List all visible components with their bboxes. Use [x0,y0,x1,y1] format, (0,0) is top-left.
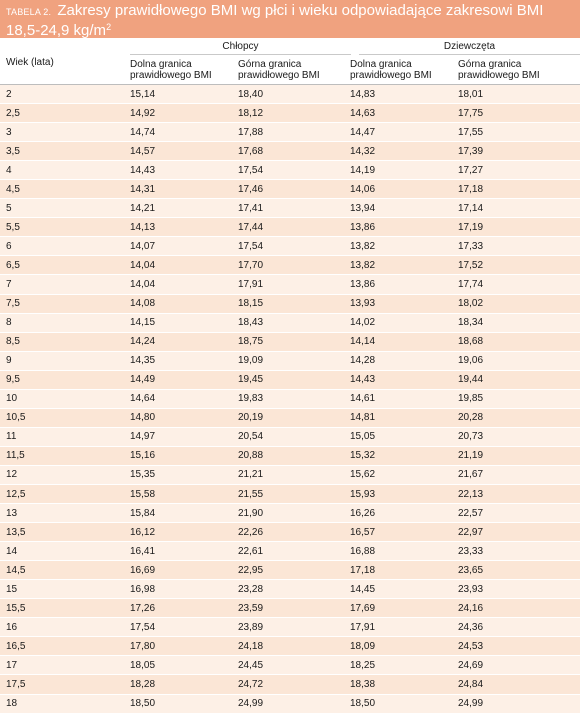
boys-high-cell: 17,54 [238,240,264,252]
boys-low-cell: 16,69 [130,564,156,576]
age-cell: 10 [6,393,18,405]
age-cell: 9,5 [6,374,20,386]
boys-high-cell: 17,91 [238,278,264,290]
table-row [0,275,580,294]
boys-high-cell: 19,09 [238,355,264,367]
age-cell: 11 [6,431,17,443]
girls-high-cell: 24,53 [458,640,484,652]
table-row [0,352,580,371]
boys-high-cell: 23,28 [238,583,264,595]
boys-high-cell: 17,68 [238,145,264,157]
table-row [0,314,580,333]
girls-low-cell: 14,06 [350,183,376,195]
table-row [0,637,580,656]
girls-high-cell: 18,68 [458,336,484,348]
boys-high-cell: 24,18 [238,640,264,652]
girls-low-cell: 16,26 [350,507,376,519]
girls-high-cell: 19,06 [458,355,484,367]
group-header-row [0,38,580,57]
table-number: TABELA 2. [6,7,52,17]
age-cell: 16 [6,621,18,633]
boys-low-cell: 15,35 [130,469,156,481]
group-header-boys: Chłopcy [130,41,351,55]
boys-low-cell: 14,43 [130,164,156,176]
table-row [0,675,580,694]
girls-low-cell: 15,62 [350,469,376,481]
boys-high-cell: 24,45 [238,659,264,671]
boys-high-cell: 20,88 [238,450,264,462]
girls-high-cell: 24,99 [458,698,484,710]
boys-high-cell: 17,54 [238,164,264,176]
table-row [0,599,580,618]
age-cell: 3 [6,126,12,138]
girls-high-cell: 20,28 [458,412,484,424]
boys-low-cell: 16,98 [130,583,156,595]
boys-low-cell: 14,31 [130,183,156,195]
boys-high-cell: 23,89 [238,621,264,633]
girls-high-cell: 17,33 [458,240,484,252]
boys-low-cell: 15,16 [130,450,156,462]
girls-high-cell: 23,65 [458,564,484,576]
age-cell: 17 [6,659,18,671]
age-cell: 15 [6,583,18,595]
girls-high-cell: 17,18 [458,183,484,195]
girls-high-cell: 18,01 [458,88,484,100]
age-cell: 3,5 [6,145,20,157]
boys-high-cell: 20,19 [238,412,264,424]
table-row [0,256,580,275]
table-row [0,161,580,180]
girls-low-cell: 14,02 [350,317,376,329]
table-row [0,104,580,123]
boys-low-cell: 16,41 [130,545,156,557]
girls-high-cell: 24,36 [458,621,484,633]
boys-high-cell: 24,72 [238,678,264,690]
age-cell: 13,5 [6,526,26,538]
boys-low-cell: 14,04 [130,259,156,271]
age-cell: 5 [6,202,12,214]
age-cell: 2,5 [6,107,20,119]
boys-low-cell: 14,24 [130,336,156,348]
boys-high-cell: 18,75 [238,336,264,348]
age-cell: 8 [6,317,12,329]
boys-low-cell: 14,57 [130,145,156,157]
girls-high-cell: 17,14 [458,202,484,214]
girls-low-cell: 13,86 [350,278,376,290]
girls-low-cell: 17,91 [350,621,376,633]
girls-low-cell: 15,32 [350,450,376,462]
column-header-girls-low: Dolna granica prawidłowego BMI [350,59,432,81]
table-row [0,561,580,580]
girls-high-cell: 19,44 [458,374,484,386]
table-title: Zakresy prawidłowego BMI wg płci i wieku odpowiadające zakresowi BMI 18,5-24,9 kg/m [6,2,544,39]
boys-high-cell: 18,15 [238,298,264,310]
girls-low-cell: 15,93 [350,488,376,500]
girls-low-cell: 14,14 [350,336,376,348]
age-cell: 16,5 [6,640,26,652]
girls-high-cell: 22,97 [458,526,484,538]
age-cell: 11,5 [6,450,25,462]
table-row [0,542,580,561]
boys-low-cell: 14,13 [130,221,156,233]
boys-low-cell: 14,35 [130,355,156,367]
boys-low-cell: 14,74 [130,126,156,138]
table-row [0,333,580,352]
girls-low-cell: 18,50 [350,698,376,710]
table-row [0,447,580,466]
boys-low-cell: 15,84 [130,507,156,519]
table-row [0,618,580,637]
girls-high-cell: 19,85 [458,393,484,405]
girls-high-cell: 23,93 [458,583,484,595]
boys-low-cell: 18,28 [130,678,156,690]
table-title-line2: u dorosłych [6,37,83,54]
age-cell: 12,5 [6,488,26,500]
boys-high-cell: 17,44 [238,221,264,233]
girls-low-cell: 14,83 [350,88,376,100]
boys-low-cell: 14,97 [130,431,156,443]
column-header-age: Wiek (lata) [6,57,54,68]
girls-high-cell: 18,02 [458,298,484,310]
table-row [0,523,580,542]
table-row [0,218,580,237]
table-row [0,656,580,675]
girls-low-cell: 14,61 [350,393,376,405]
girls-low-cell: 16,57 [350,526,376,538]
boys-low-cell: 14,08 [130,298,156,310]
girls-low-cell: 14,28 [350,355,376,367]
boys-low-cell: 17,26 [130,602,156,614]
table-row [0,428,580,447]
girls-low-cell: 18,38 [350,678,376,690]
boys-high-cell: 19,83 [238,393,264,405]
boys-low-cell: 14,15 [130,317,156,329]
age-cell: 4 [6,164,12,176]
boys-high-cell: 23,59 [238,602,264,614]
girls-high-cell: 23,33 [458,545,484,557]
age-cell: 14,5 [6,564,26,576]
boys-high-cell: 18,12 [238,107,264,119]
boys-high-cell: 22,26 [238,526,264,538]
girls-high-cell: 20,73 [458,431,484,443]
girls-high-cell: 21,19 [458,450,484,462]
girls-low-cell: 14,47 [350,126,376,138]
boys-high-cell: 18,43 [238,317,264,329]
girls-high-cell: 17,27 [458,164,484,176]
girls-high-cell: 17,19 [458,221,484,233]
girls-low-cell: 14,63 [350,107,376,119]
girls-high-cell: 22,13 [458,488,484,500]
girls-high-cell: 17,39 [458,145,484,157]
table-row [0,485,580,504]
age-cell: 8,5 [6,336,20,348]
girls-low-cell: 14,81 [350,412,376,424]
boys-high-cell: 22,61 [238,545,264,557]
age-cell: 7,5 [6,298,20,310]
girls-high-cell: 18,34 [458,317,484,329]
boys-low-cell: 18,05 [130,659,156,671]
girls-high-cell: 24,69 [458,659,484,671]
age-cell: 14 [6,545,18,557]
age-cell: 18 [6,698,18,710]
girls-low-cell: 14,45 [350,583,376,595]
column-header-row [0,57,580,85]
age-cell: 7 [6,278,12,290]
girls-high-cell: 17,55 [458,126,484,138]
girls-high-cell: 24,84 [458,678,484,690]
boys-low-cell: 14,92 [130,107,156,119]
table-row [0,695,580,714]
table-row [0,409,580,428]
girls-low-cell: 15,05 [350,431,376,443]
age-cell: 13 [6,507,18,519]
boys-low-cell: 14,64 [130,393,156,405]
table-row [0,466,580,485]
age-cell: 6,5 [6,259,20,271]
girls-low-cell: 13,93 [350,298,376,310]
table-body [0,85,580,714]
boys-low-cell: 17,80 [130,640,156,652]
table-row [0,142,580,161]
column-header-girls-high: Górna granica prawidłowego BMI [458,59,540,81]
boys-high-cell: 24,99 [238,698,264,710]
table-row [0,180,580,199]
age-cell: 2 [6,88,12,100]
boys-high-cell: 22,95 [238,564,264,576]
girls-low-cell: 17,69 [350,602,376,614]
boys-high-cell: 21,21 [238,469,264,481]
boys-high-cell: 18,40 [238,88,264,100]
girls-low-cell: 16,88 [350,545,376,557]
girls-low-cell: 14,43 [350,374,376,386]
boys-low-cell: 17,54 [130,621,156,633]
age-cell: 6 [6,240,12,252]
age-cell: 4,5 [6,183,20,195]
girls-low-cell: 14,19 [350,164,376,176]
boys-low-cell: 15,14 [130,88,156,100]
boys-low-cell: 14,80 [130,412,156,424]
girls-high-cell: 22,57 [458,507,484,519]
boys-high-cell: 17,41 [238,202,264,214]
boys-high-cell: 17,46 [238,183,264,195]
table-row [0,504,580,523]
boys-low-cell: 14,04 [130,278,156,290]
girls-low-cell: 18,25 [350,659,376,671]
table-row [0,85,580,104]
girls-low-cell: 17,18 [350,564,376,576]
table-row [0,390,580,409]
age-cell: 15,5 [6,602,26,614]
boys-high-cell: 19,45 [238,374,264,386]
girls-low-cell: 18,09 [350,640,376,652]
age-cell: 17,5 [6,678,26,690]
group-header-girls: Dziewczęta [359,41,580,55]
column-header-boys-low: Dolna granica prawidłowego BMI [130,59,212,81]
girls-low-cell: 13,82 [350,240,376,252]
table-row [0,237,580,256]
boys-low-cell: 14,21 [130,202,156,214]
boys-low-cell: 14,49 [130,374,156,386]
table-row [0,371,580,390]
girls-high-cell: 21,67 [458,469,484,481]
boys-high-cell: 20,54 [238,431,264,443]
girls-low-cell: 13,82 [350,259,376,271]
table-row [0,295,580,314]
boys-high-cell: 21,55 [238,488,264,500]
table-row [0,123,580,142]
age-cell: 10,5 [6,412,26,424]
boys-high-cell: 17,70 [238,259,264,271]
boys-low-cell: 16,12 [130,526,156,538]
column-header-boys-high: Górna granica prawidłowego BMI [238,59,320,81]
age-cell: 9 [6,355,12,367]
table-title-superscript: 2 [106,22,112,32]
girls-low-cell: 13,94 [350,202,376,214]
girls-high-cell: 17,52 [458,259,484,271]
table-row [0,199,580,218]
boys-high-cell: 21,90 [238,507,264,519]
boys-low-cell: 14,07 [130,240,156,252]
table-row [0,580,580,599]
girls-low-cell: 13,86 [350,221,376,233]
girls-low-cell: 14,32 [350,145,376,157]
girls-high-cell: 24,16 [458,602,484,614]
girls-high-cell: 17,74 [458,278,484,290]
boys-high-cell: 17,88 [238,126,264,138]
age-cell: 5,5 [6,221,20,233]
boys-low-cell: 18,50 [130,698,156,710]
boys-low-cell: 15,58 [130,488,156,500]
age-cell: 12 [6,469,18,481]
girls-high-cell: 17,75 [458,107,484,119]
